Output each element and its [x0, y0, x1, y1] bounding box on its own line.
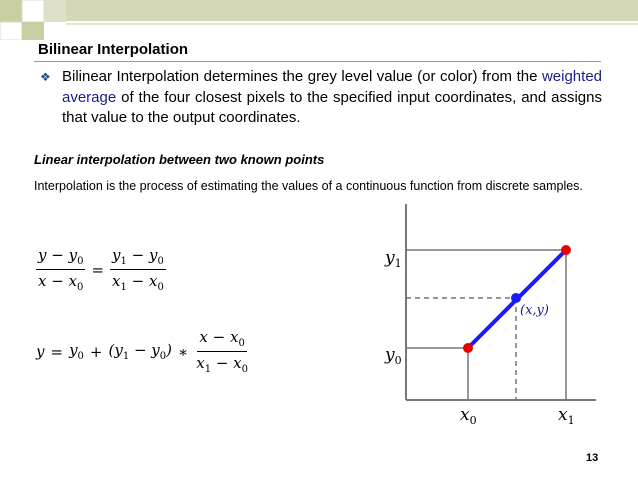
slide-title: Bilinear Interpolation	[38, 41, 189, 58]
eq1-lhs-fraction: $\frac{y - y_0}{x - x_0}$	[38, 246, 84, 293]
label-point: (x,y)	[520, 303, 549, 318]
interpolated-point	[511, 293, 521, 303]
page-number: 13	[586, 452, 599, 464]
header-decoration	[0, 0, 638, 40]
label-x0: $x_0$	[460, 405, 477, 427]
eq1-rhs-fraction: $\frac{y_1 - y_0}{x_1 - x_0}$	[112, 246, 164, 293]
label-y1: $y_1$	[385, 248, 402, 270]
bullet-text-end: of the four closest pixels to the specified input coordinates, and assigns that value to the output coordinates.	[62, 88, 602, 126]
label-x1: $x_1$	[558, 405, 575, 427]
bullet-text	[62, 67, 602, 129]
subheading: Linear interpolation between two known points	[34, 152, 325, 167]
equation-interpolation: $y = y_0 + (y_1 - y_0)$ ∗ $\frac{x - x_0}{x_1 - x_0}$	[36, 328, 249, 375]
endpoint-x1-y1	[561, 245, 571, 255]
eq2-fraction: $\frac{x - x_0}{x_1 - x_0}$	[196, 328, 249, 375]
endpoint-x0-y0	[463, 343, 473, 353]
bullet-highlight: weighted average	[62, 68, 602, 106]
label-y0: $y_0$	[385, 345, 402, 367]
bullet-diamond-icon: ❖	[40, 70, 51, 84]
definition-text: Interpolation is the process of estimating the values of a continuous function from discrete samples.	[34, 179, 583, 193]
equation-ratio: $\frac{y - y_0}{x - x_0}$ = $\frac{y_1 - y_0}{x_1 - x_0}$	[38, 246, 164, 293]
title-divider	[34, 61, 601, 62]
interpolation-diagram	[360, 200, 600, 435]
bullet-text-start: Bilinear Interpolation determines the grey level value (or color) from the	[62, 68, 542, 85]
